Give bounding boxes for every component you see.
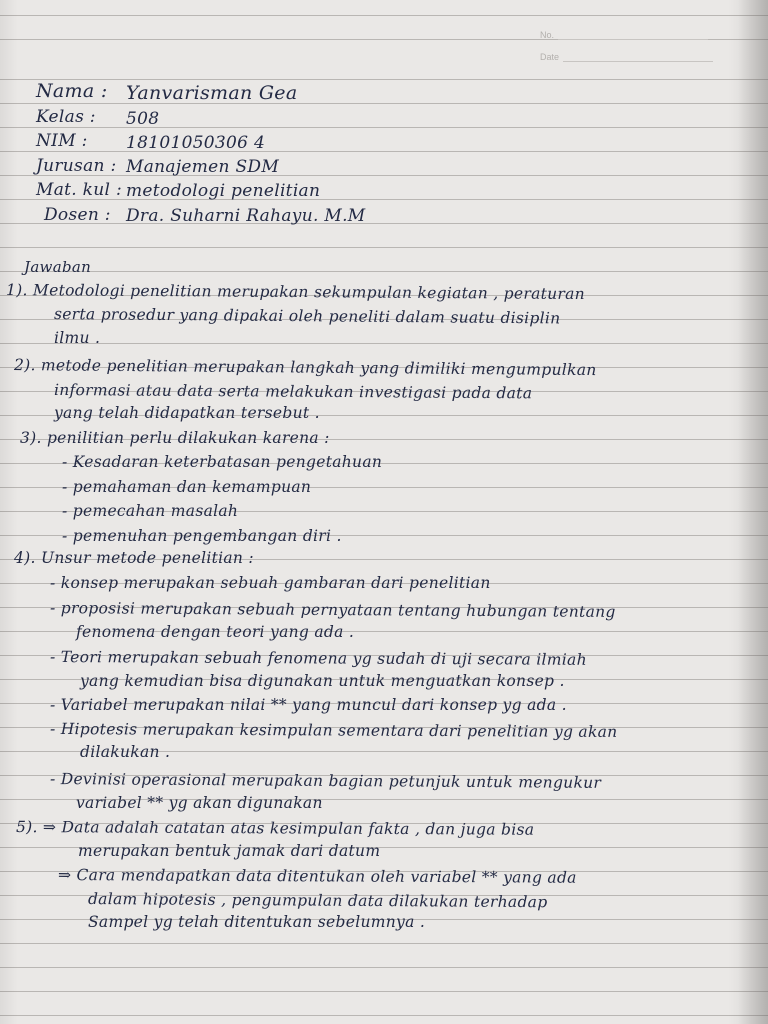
answer-line: yang telah didapatkan tersebut . — [54, 404, 320, 422]
no-field — [540, 18, 713, 40]
answers-heading: Jawaban — [24, 258, 92, 276]
jurusan-label: Jurusan : — [36, 156, 117, 176]
answer-line: dilakukan . — [80, 743, 171, 761]
nim-value: 18101050306 4 — [126, 133, 266, 153]
answer-line: - Teori merupakan sebuah fenomena yg sudah di uji secara ilmiah — [49, 648, 587, 669]
answer-line: - proposisi merupakan sebuah pernyataan tentang hubungan tentang — [49, 599, 616, 621]
answer-line: yang kemudian bisa digunakan untuk menguatkan konsep . — [80, 672, 565, 690]
dosen-value: Dra. Suharni Rahayu. M.M — [126, 206, 366, 226]
nim-label: NIM : — [36, 131, 88, 151]
answer-line: 2). metode penelitian merupakan langkah yang dimiliki mengumpulkan — [13, 356, 597, 380]
kelas-value: 508 — [126, 109, 160, 129]
answer-line: - pemenuhan pengembangan diri . — [62, 527, 342, 545]
answer-line: - pemahaman dan kemampuan — [62, 478, 312, 496]
date-field — [540, 40, 713, 62]
answer-line: 4). Unsur metode penelitian : — [14, 549, 254, 567]
answer-line: - Variabel merupakan nilai ** yang muncul dari konsep yg ada . — [50, 696, 567, 714]
answer-line: - pemecahan masalah — [62, 502, 239, 520]
answer-line: Sampel yg telah ditentukan sebelumnya . — [88, 913, 426, 931]
jurusan-value: Manajemen SDM — [126, 157, 280, 177]
date-label: Date — [540, 52, 560, 62]
answer-line: ilmu . — [54, 329, 101, 347]
answer-line: ⇒ Cara mendapatkan data ditentukan oleh variabel ** yang ada — [57, 866, 577, 887]
no-label: No. — [540, 30, 555, 40]
answer-line: 1). Metodologi penelitian merupakan sekumpulan kegiatan , peraturan — [5, 281, 586, 304]
kelas-label: Kelas : — [36, 107, 96, 127]
matkul-value: metodologi penelitian — [126, 181, 321, 201]
answer-line: 5). ⇒ Data adalah catatan atas kesimpulan fakta , dan juga bisa — [15, 818, 535, 839]
answer-line: serta prosedur yang dipakai oleh peneliti dalam suatu disiplin — [53, 305, 561, 328]
answer-line: 3). penilitian perlu dilakukan karena : — [20, 429, 330, 447]
answer-line: informasi atau data serta melakukan investigasi pada data — [53, 381, 533, 403]
nama-value: Yanvarisman Gea — [126, 82, 298, 104]
corner-fields — [540, 18, 713, 62]
answer-line: fenomena dengan teori yang ada . — [76, 623, 355, 641]
answer-line: - Hipotesis merupakan kesimpulan sementara dari penelitian yg akan — [49, 720, 618, 741]
nama-label: Nama : — [36, 80, 108, 102]
dosen-label: Dosen : — [44, 205, 111, 225]
answer-line: merupakan bentuk jamak dari datum — [78, 842, 381, 860]
answer-line: dalam hipotesis , pengumpulan data dilakukan terhadap — [87, 890, 548, 912]
answer-line: - konsep merupakan sebuah gambaran dari penelitian — [50, 574, 491, 592]
answer-line: - Kesadaran keterbatasan pengetahuan — [62, 453, 383, 471]
answer-line: - Devinisi operasional merupakan bagian petunjuk untuk mengukur — [49, 770, 602, 792]
answer-line: variabel ** yg akan digunakan — [76, 794, 323, 812]
page-edge-shadow — [738, 0, 768, 1024]
matkul-label: Mat. kul : — [36, 180, 122, 200]
